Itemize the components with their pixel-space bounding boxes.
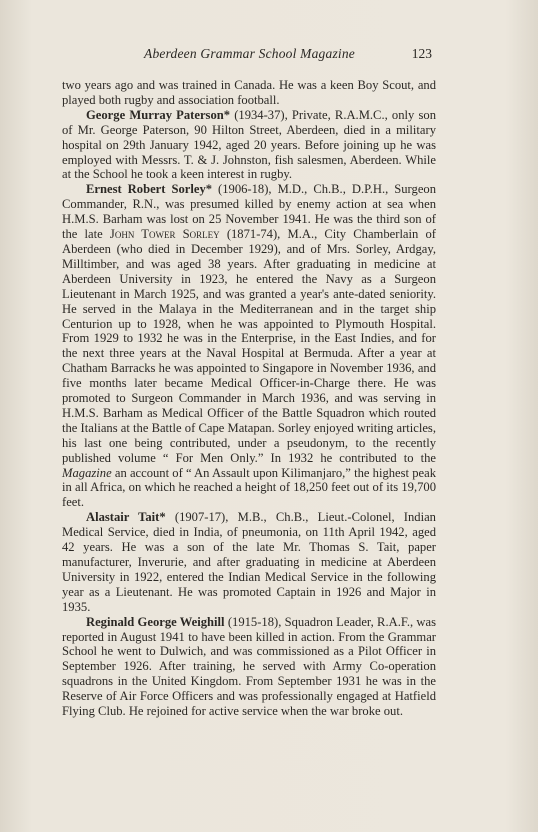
entry-text: (1934-37), Private, R.A.M.C., only son of Mr. George Paterson, 90 Hilton Street, Aberdeen, died in a military hospital on 29th January 1942, aged 20 years. Before joining up he was employed with Messrs. T. & J. Johnston, fish salesmen, Aberdeen. While at the School he took a keen interest in rugby. [62,107,436,182]
intro-paragraph [62,78,436,108]
page-number: 123 [411,46,432,61]
entry-sorley [62,182,436,510]
entry-text: (1907-17), M.B., Ch.B., Lieut.-Colonel, Indian Medical Service, died in India, of pneumonia, on 11th April 1942, aged 42 years. He was a son of the late Mr. Thomas S. Tait, paper manufacturer, Inverurie, and after graduating in medicine at Aberdeen University in 1922, entered the Indian Medical Service in the following year as a Lieutenant. He was promoted Captain in 1926 and Major in 1935. [62,510,436,614]
entry-text: an account of “ An Assault upon Kilimanjaro,” the highest peak in all Africa, on which he reached a height of 18,250 feet out of its 19,700 feet. [62,465,436,510]
running-title: Aberdeen Grammar School Magazine [144,46,355,61]
entry-name: George Murray Paterson* [86,107,231,122]
magazine-italic: Magazine [62,465,112,480]
intro-text: two years ago and was trained in Canada. He was a keen Boy Scout, and played both rugby and association football. [62,78,436,107]
entry-name: Ernest Robert Sorley* [86,182,213,197]
page-header [62,46,434,66]
entry-text: (1915-18), Squadron Leader, R.A.F., was reported in August 1941 to have been killed in action. From the Grammar School he went to Dulwich, and was commissioned as a Pilot Officer in September 1926. After training, he served with Army Co-operation squadrons in the United Kingdom. From September 1931 he was in the Reserve of Air Force Officers and was professionally engaged at Hatfield Flying Club. He rejoined for active service when the war broke out. [62,614,436,719]
entry-tait [62,510,436,614]
entry-weighill [62,615,436,719]
entry-text: (1871-74), M.A., City Chamberlain of Aberdeen (who died in December 1929), and of Mrs. Sorley, Ardgay, Milltimber, and was aged 38 years. After graduating in medicine at Aberdeen University in 1923, he entered the Navy as a Surgeon Lieutenant in March 1925, and was granted a year's ante-dated seniority. He served in the Malaya in the Mediterranean and in the target ship Centurion up to 1928, when he was appointed to Plymouth Hospital. From 1929 to 1932 he was in the Enterprise, in the East Indies, and for the next three years at the Naval Hospital at Bermuda. After a year at Chatham Barracks he was appointed to Singapore in November 1936, and five months later became Medical Officer-in-Charge there. He was promoted to Surgeon Commander in March 1936, and was serving in H.M.S. Barham as Medical Officer of the Battle Squadron which routed the Italians at the Battle of Cape Matapan. Sorley enjoyed writing articles, his last one being contributed, under a pseudonym, to the recently published volume “ For Men Only.” In 1932 he contributed to the [62,227,436,465]
father-name-smallcaps: John Tower Sorley [109,227,220,242]
entry-paterson [62,108,436,183]
entry-text: (1906-18), M.D., Ch.B., D.P.H., Surgeon Commander, R.N., was presumed killed by enemy action at sea when H.M.S. Barham was lost on 25 November 1941. He was the third son of the late [62,182,437,242]
entry-name: Alastair Tait* [86,510,166,525]
body-text [62,78,436,719]
entry-name: Reginald George Weighill [86,614,225,629]
